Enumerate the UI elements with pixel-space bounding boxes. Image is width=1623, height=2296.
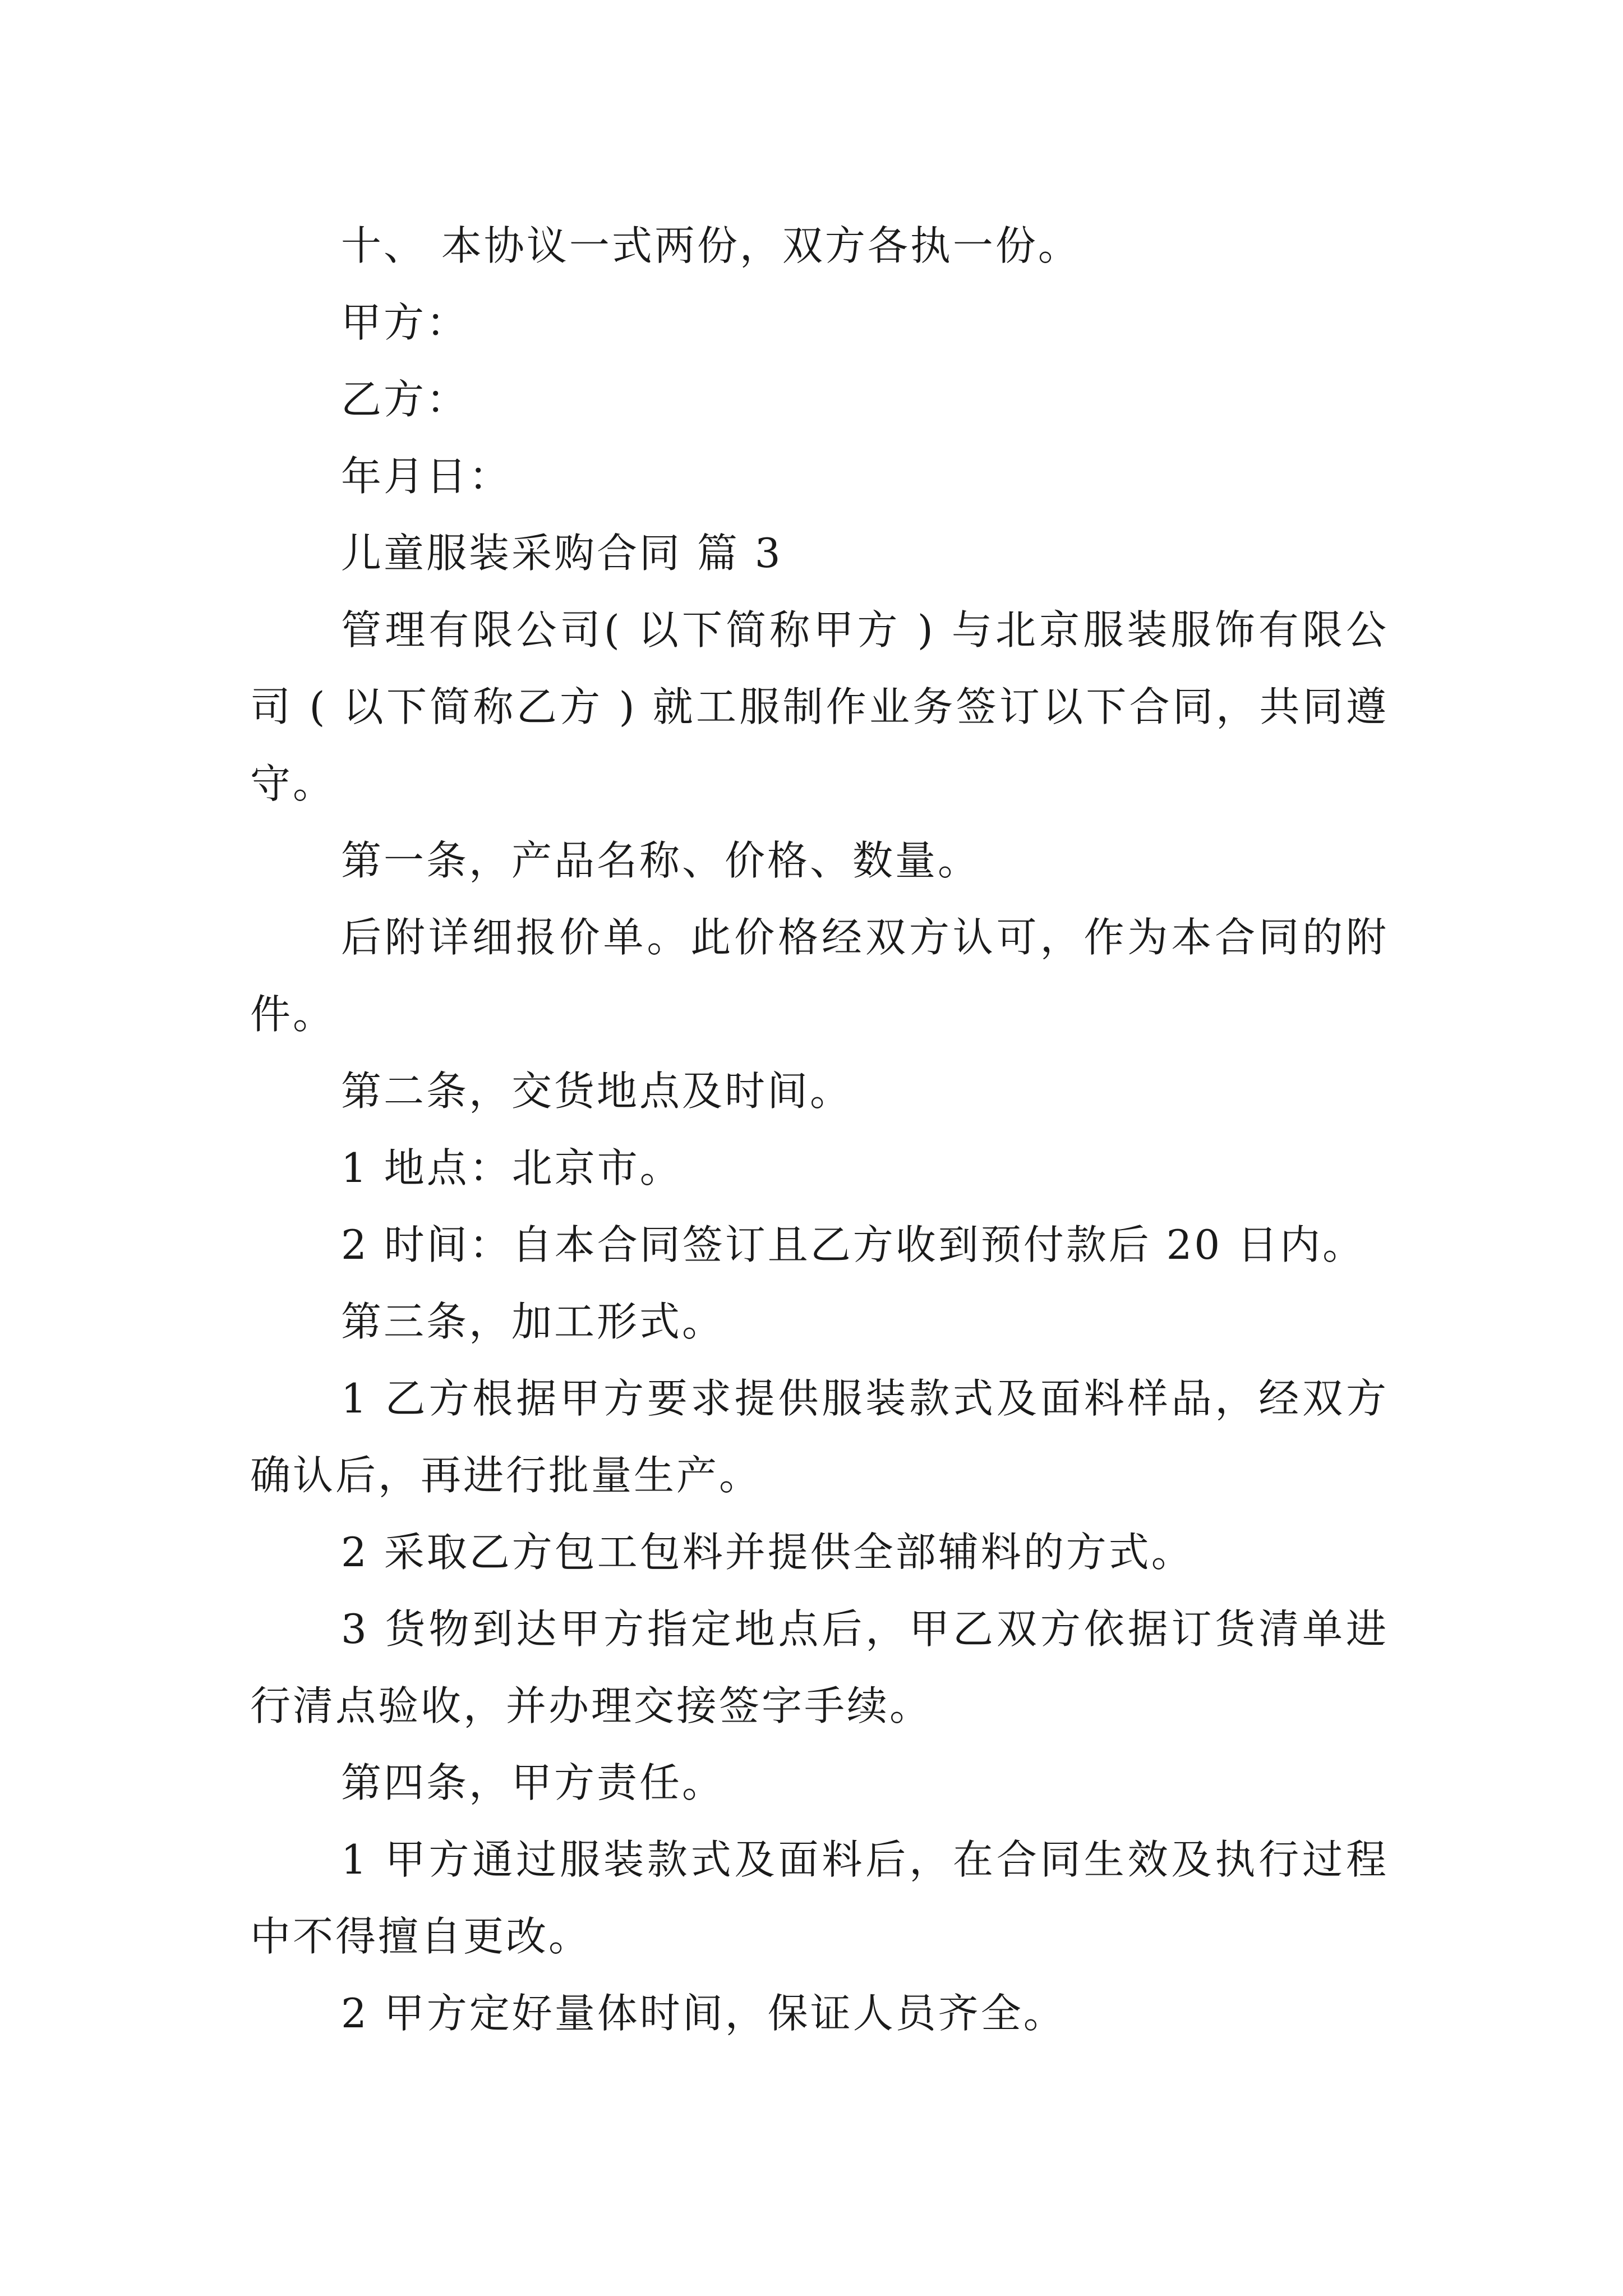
- article-four-item-1: 1 甲方通过服装款式及面料后，在合同生效及执行过程中不得擅自更改。: [250, 1836, 1389, 1960]
- article-four-heading: 第四条，甲方责任。: [341, 1759, 725, 1806]
- article-three-item-2: 2 采取乙方包工包料并提供全部辅料的方式。: [341, 1529, 1194, 1576]
- contract-title: 儿童服装采购合同 篇 3: [341, 530, 783, 577]
- article-two-heading: 第二条，交货地点及时间。: [341, 1068, 853, 1115]
- article-one-text: 后附详细报价单。此价格经双方认可，作为本合同的附件。: [250, 914, 1389, 1038]
- article-one-heading: 第一条，产品名称、价格、数量。: [341, 837, 981, 884]
- party-a-signature-line: 甲方：: [341, 299, 469, 346]
- article-two-item-1: 1 地点：北京市。: [341, 1144, 683, 1191]
- party-b-signature-line: 乙方：: [341, 376, 469, 423]
- article-three-heading: 第三条，加工形式。: [341, 1298, 725, 1345]
- date-line: 年月日：: [341, 453, 512, 500]
- document-body: [250, 208, 1389, 2052]
- article-four-item-2: 2 甲方定好量体时间，保证人员齐全。: [341, 1990, 1066, 2037]
- contract-preamble: 管理有限公司( 以下简称甲方 ) 与北京服装服饰有限公司 ( 以下简称乙方 ) 就工服制作业务签订以下合同，共同遵守。: [250, 606, 1389, 807]
- article-two-item-2: 2 时间：自本合同签订且乙方收到预付款后 20 日内。: [341, 1221, 1366, 1268]
- article-three-item-1: 1 乙方根据甲方要求提供服装款式及面料样品，经双方确认后，再进行批量生产。: [250, 1375, 1389, 1499]
- article-three-item-3: 3 货物到达甲方指定地点后，甲乙双方依据订货清单进行清点验收，并办理交接签字手续。: [250, 1605, 1389, 1729]
- clause-ten-copies: 十、 本协议一式两份，双方各执一份。: [341, 222, 1081, 269]
